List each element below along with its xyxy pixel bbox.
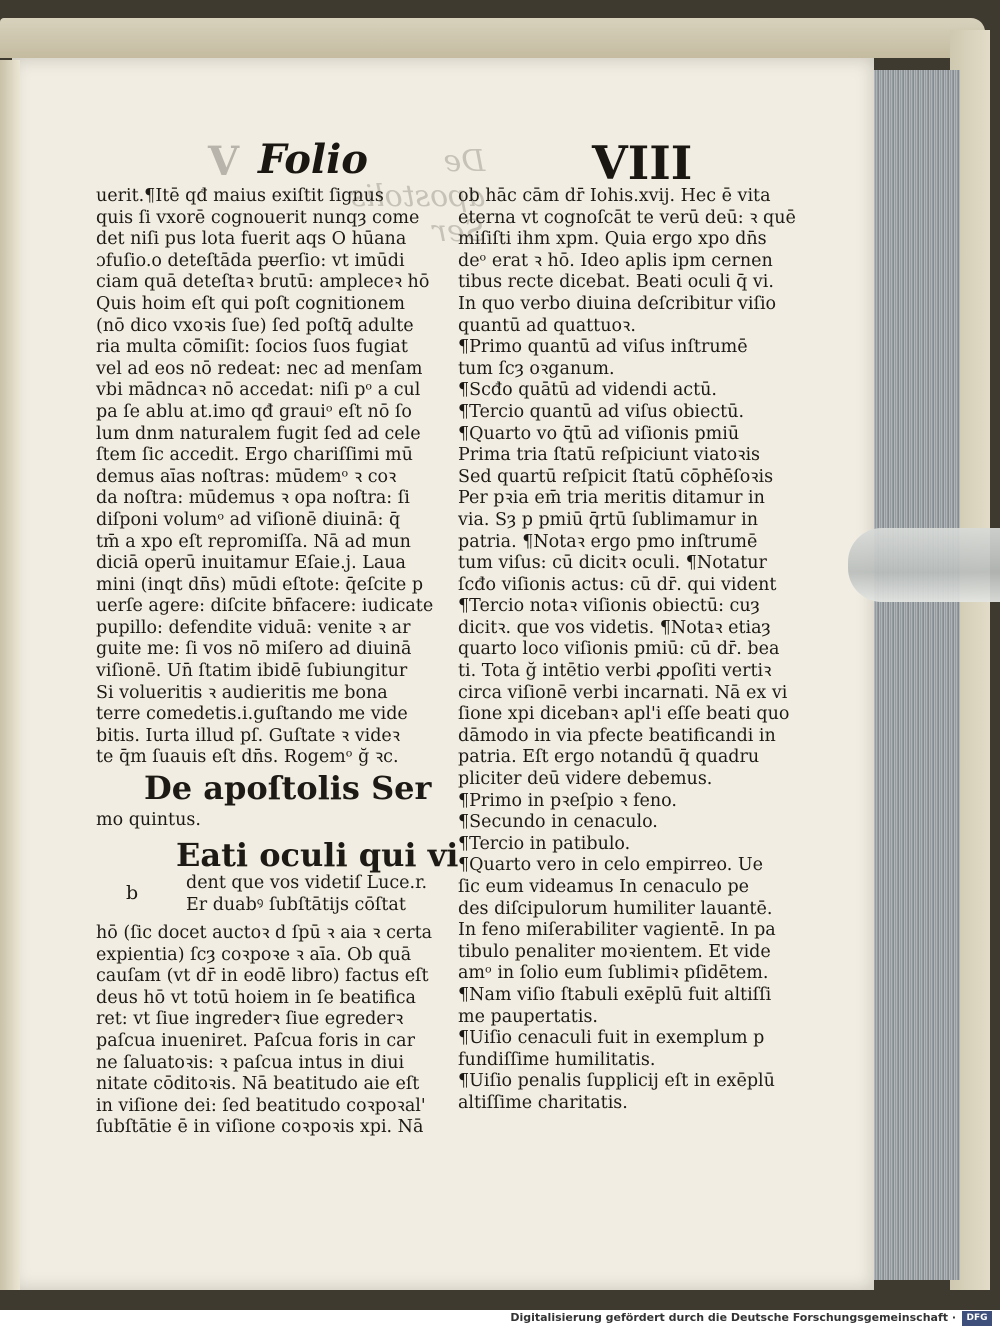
text-line: nitate cōditoꝛis. Nā beatitudo aie eſt <box>96 1074 420 1095</box>
text-line: ¶Nam viſio ſtabuli exēplū fuit altiſſi <box>458 984 772 1005</box>
text-line: ſic eum videamus In cenaculo pe <box>458 877 750 897</box>
text-line: uerſe agere: diſcite bn̄facere: iudicate <box>96 596 434 617</box>
text-line: tum viſus: cū dicitꝛ oculi. ¶Notatur <box>458 553 767 574</box>
left-text-column <box>96 186 459 1139</box>
text-line: ¶Quarto vo q̄tū ad viſionis pmiū <box>458 423 740 444</box>
text-line: patria. Eſt ergo notandū q̄ quadru <box>458 747 760 768</box>
text-line: ¶Tercio in patibulo. <box>458 833 631 854</box>
text-line: lum dnm naturalem fugit ſed ad cele <box>96 423 421 444</box>
text-line: ob hāc cām dr̄ Iohis.xvij. Hec ē vita <box>458 186 771 206</box>
text-line: tm̄ a xpo eſt repromiſſa. Nā ad mun <box>96 531 411 552</box>
text-line: pupillo: defendite viduā: venite ꝛ ar <box>96 617 411 638</box>
initial-letter-guide: b <box>126 882 139 905</box>
text-line: terre comedetis.i.guſtando me vide <box>96 704 408 725</box>
sermon-opening <box>96 835 459 923</box>
dfg-logo: DFG <box>962 1311 992 1326</box>
text-line: ¶Primo quantū ad viſus inſtrumē <box>458 337 748 358</box>
text-line: bitis. Iurta illud pſ. Guſtate ꝛ videꝛ <box>96 725 401 746</box>
text-line: pa ſe ablu at.imo qđ grauiᵒ eſt nō ſo <box>96 401 412 422</box>
text-line: Sed quartū reſpicit ſtatū cōphēſoꝛis <box>458 466 774 487</box>
text-line: ciam quā deteſtaꝛ bɾutū: ampleceꝛ hō <box>96 272 430 293</box>
text-line: ¶Primo in pꝛeſpio ꝛ feno. <box>458 790 677 811</box>
text-line: quis ſi vxorē cognouerit nunqȝ come <box>96 207 420 228</box>
right-text-column <box>458 186 798 1115</box>
sermon-opening-cont2: Er duabꝰ ſubſtātijs cōſtat <box>186 895 406 916</box>
left-page-fold <box>0 60 20 1290</box>
text-line: amᵒ in ſolio eum ſublimiꝛ pſidētem. <box>458 963 769 984</box>
text-line: miſiſti ihm xpm. Quia ergo xpo dn̄s <box>458 229 767 250</box>
text-line: hō (ſic docet auctoꝛ d ſpū ꝛ aia ꝛ certa <box>96 923 433 944</box>
text-line: ¶Tercio quantū ad viſus obiectū. <box>458 401 745 422</box>
text-line: pliciter deū videre debemus. <box>458 769 713 790</box>
text-line: viſionē. Un̄ ſtatim ibidē ſubiungitur <box>96 661 408 682</box>
text-line: diſponi volumᵒ ad viſionē diuinā: q̄ <box>96 509 401 530</box>
text-line: ¶Secundo in cenaculo. <box>458 812 658 833</box>
left-column-bottom-text <box>96 923 436 1139</box>
text-line: ſione xpi dicebanꝛ apl'i eſſe beati quo <box>458 704 790 725</box>
text-line: deus hō vt totū hoiem in ſe beatifica <box>96 987 416 1008</box>
text-line: in viſione dei: ſed beatitudo coꝛpoꝛal' <box>96 1095 426 1116</box>
text-line: ſtem ſic accedit. Ergo chariſſimi mū <box>96 445 413 466</box>
text-line: vel ad eos nō redeat: nec ad menſam <box>96 358 423 379</box>
header-folio-label: Folio <box>258 136 368 183</box>
text-line: Quis hoim eſt qui poſt cognitionem <box>96 293 405 314</box>
text-line: uerit.¶Itē qđ maius exiſtit ſignus <box>96 186 384 206</box>
text-line: quarto loco viſionis pmiū: cū dr̄. bea <box>458 639 780 660</box>
text-line: In quo verbo diuina deſcribitur viſio <box>458 293 777 314</box>
header-bleed-through: De apostolis Ser <box>350 144 486 249</box>
text-line: ret: vt ſiue ingrederꝛ ſiue egrederꝛ <box>96 1009 404 1030</box>
text-line: In feno miſerabiliter vagientē. In pa <box>458 920 776 941</box>
page-edges <box>870 70 960 1280</box>
text-line: ¶Uiſio cenaculi fuit in exemplum p <box>458 1028 765 1049</box>
header-letter: V <box>208 138 240 185</box>
text-line: quantū ad quattuoꝛ. <box>458 315 636 336</box>
sermon-heading: De apoſtolis Ser <box>144 769 432 808</box>
text-line: da noſtra: mūdemus ꝛ opa noſtra: ſi <box>96 488 410 509</box>
text-line: via. Sȝ p pmiū q̄rtū ſublimamur in <box>458 509 758 530</box>
text-line: vbi mādncaꝛ nō accedat: niſi pᵒ a cul <box>96 380 421 401</box>
text-line: ſcđo viſionis actus: cū dr̄. qui vident <box>458 574 777 595</box>
left-column-top-text <box>96 186 436 769</box>
text-line: des diſcipulorum humiliter lauantē. <box>458 898 773 919</box>
text-line: det niſi pus lota fuerit aqs O hūana <box>96 229 407 250</box>
header-folio-number: VIII <box>592 136 693 190</box>
text-line: cauſam (vt dr̄ in eodē libro) factus eſt <box>96 966 429 987</box>
text-line: ¶Quarto vero in celo empirreo. Ue <box>458 855 763 876</box>
text-line: Prima tria ſtatū reſpiciunt viatoꝛis <box>458 445 761 466</box>
footer-bar <box>0 1310 1000 1328</box>
text-line: tibus recte dicebat. Beati oculi q̄ vi. <box>458 272 774 293</box>
text-line: ti. Tota ğ intētio verbi ꝓpoſiti vertiꝛ <box>458 661 772 682</box>
text-line: circa viſionē verbi incarnati. Nā ex vi <box>458 682 788 703</box>
sermon-opening-line: Eati oculi qui vi <box>176 836 459 875</box>
text-line: tum ſcȝ oꝛganum. <box>458 358 615 379</box>
text-line: ¶Uiſio penalis ſupplicij eſt in exēplū <box>458 1071 775 1092</box>
text-line: dicitꝛ. que vos videtis. ¶Notaꝛ etiaȝ <box>458 617 771 638</box>
right-column-text <box>458 186 798 1115</box>
book-top-edge <box>0 18 985 58</box>
text-line: dāmodo in via pfecte beatificandi in <box>458 725 776 746</box>
text-line: mini (inqt dn̄s) mūdi eſtote: q̄eſcite p <box>96 574 424 595</box>
text-line: paſcua inueniret. Paſcua foris in car <box>96 1031 415 1051</box>
text-line: ne ſaluatoꝛis: ꝛ paſcua intus in diui <box>96 1052 405 1073</box>
text-line: Per pꝛia em̄ tria meritis ditamur in <box>458 488 765 509</box>
text-line: ¶Tercio notaꝛ viſionis obiectū: cuȝ <box>458 596 760 617</box>
text-line: eterna vt cognoſcāt te verū deū: ꝛ quē <box>458 207 796 228</box>
sermon-opening-cont: dent que vos videtiſ Luce.r. <box>186 873 428 894</box>
text-line: guite me: ſi vos nō miſero ad diuinā <box>96 639 412 660</box>
text-line: ria multa cōmiſit: ſocios ſuos fugiat <box>96 337 408 358</box>
footer-credit: Digitalisierung gefördert durch die Deutsche Forschungsgemeinschaft · <box>510 1311 956 1324</box>
text-line: fundiſſime humilitatis. <box>458 1049 656 1070</box>
text-line: ɔfuſio.o deteſtāda pᵾerſio: vt imūdi <box>96 250 405 271</box>
sermon-heading-continuation: mo quintus. <box>96 810 201 831</box>
text-line: te q̄m ſuauis eſt dn̄s. Rogemᵒ ğ ꝛc. <box>96 747 399 768</box>
text-line: diciā operū inuitamur Eſaie.j. Laua <box>96 553 406 574</box>
text-line: deᵒ erat ꝛ hō. Ideo aplis ipm cernen <box>458 250 773 271</box>
text-line: ¶Scđo quātū ad videndi actū. <box>458 380 717 401</box>
text-line: (nō dico vxoꝛis ſue) ſed poſtq̄ adulte <box>96 315 414 336</box>
text-line: me paupertatis. <box>458 1006 598 1027</box>
text-line: altiſſime charitatis. <box>458 1092 628 1113</box>
text-line: ſubſtātie ē in viſione coꝛpoꝛis xpi. Nā <box>96 1117 424 1138</box>
page-clip <box>848 528 1000 602</box>
text-line: expientia) ſcȝ coꝛpoꝛe ꝛ aīa. Ob quā <box>96 944 412 965</box>
text-line: tibulo penaliter moꝛientem. Et vide <box>458 941 771 962</box>
text-line: patria. ¶Notaꝛ ergo pmo inſtrumē <box>458 531 758 552</box>
text-line: demus aīas noſtras: mūdemᵒ ꝛ coꝛ <box>96 466 397 487</box>
text-line: Si volueritis ꝛ audieritis me bona <box>96 682 388 703</box>
